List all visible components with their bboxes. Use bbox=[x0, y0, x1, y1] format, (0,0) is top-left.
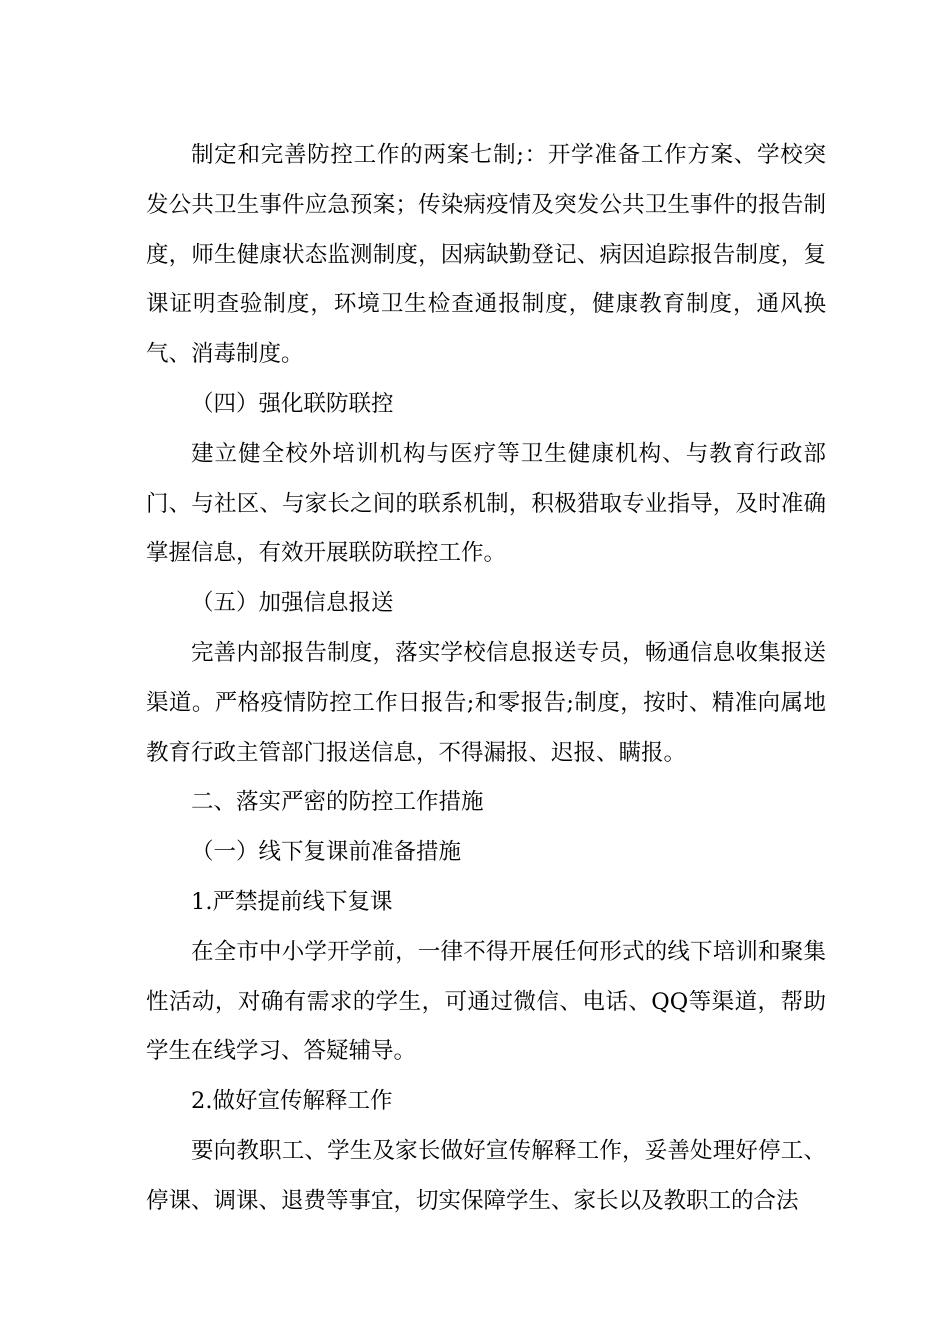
heading-publicity-explanation: 2.做好宣传解释工作 bbox=[191, 1088, 393, 1115]
heading-joint-prevention: （四）强化联防联控 bbox=[191, 390, 394, 417]
document-body bbox=[146, 131, 826, 1227]
heading-offline-preparation: （一）线下复课前准备措施 bbox=[191, 839, 462, 866]
heading-prevention-measures: 二、落实严密的防控工作措施 bbox=[191, 789, 484, 816]
heading-information-reporting: （五）加强信息报送 bbox=[191, 590, 394, 617]
paragraph-information-reporting: 完善内部报告制度，落实学校信息报送专员，畅通信息收集报送渠道。严格疫情防控工作日报告;和零报告;制度，按时、精准向属地教育行政主管部门报送信息，不得漏报、迟报、瞒报。 bbox=[146, 639, 826, 766]
paragraph-joint-prevention: 建立健全校外培训机构与医疗等卫生健康机构、与教育行政部门、与社区、与家长之间的联系机制，积极猎取专业指导，及时准确掌握信息，有效开展联防联控工作。 bbox=[146, 440, 826, 567]
heading-no-early-resumption: 1.严禁提前线下复课 bbox=[191, 888, 393, 915]
paragraph-no-early-resumption: 在全市中小学开学前，一律不得开展任何形式的线下培训和聚集性活动，对确有需求的学生，可通过微信、电话、QQ等渠道，帮助学生在线学习、答疑辅导。 bbox=[146, 938, 826, 1065]
paragraph-prevention-system: 制定和完善防控工作的两案七制;：开学准备工作方案、学校突发公共卫生事件应急预案；传染病疫情及突发公共卫生事件的报告制度，师生健康状态监测制度，因病缺勤登记、病因追踪报告制度，复课证明查验制度，环境卫生检查通报制度，健康教育制度，通风换气、消毒制度。 bbox=[146, 142, 826, 368]
paragraph-publicity-explanation: 要向教职工、学生及家长做好宣传解释工作，妥善处理好停工、停课、调课、退费等事宜，切实保障学生、家长以及教职工的合法 bbox=[146, 1137, 826, 1214]
